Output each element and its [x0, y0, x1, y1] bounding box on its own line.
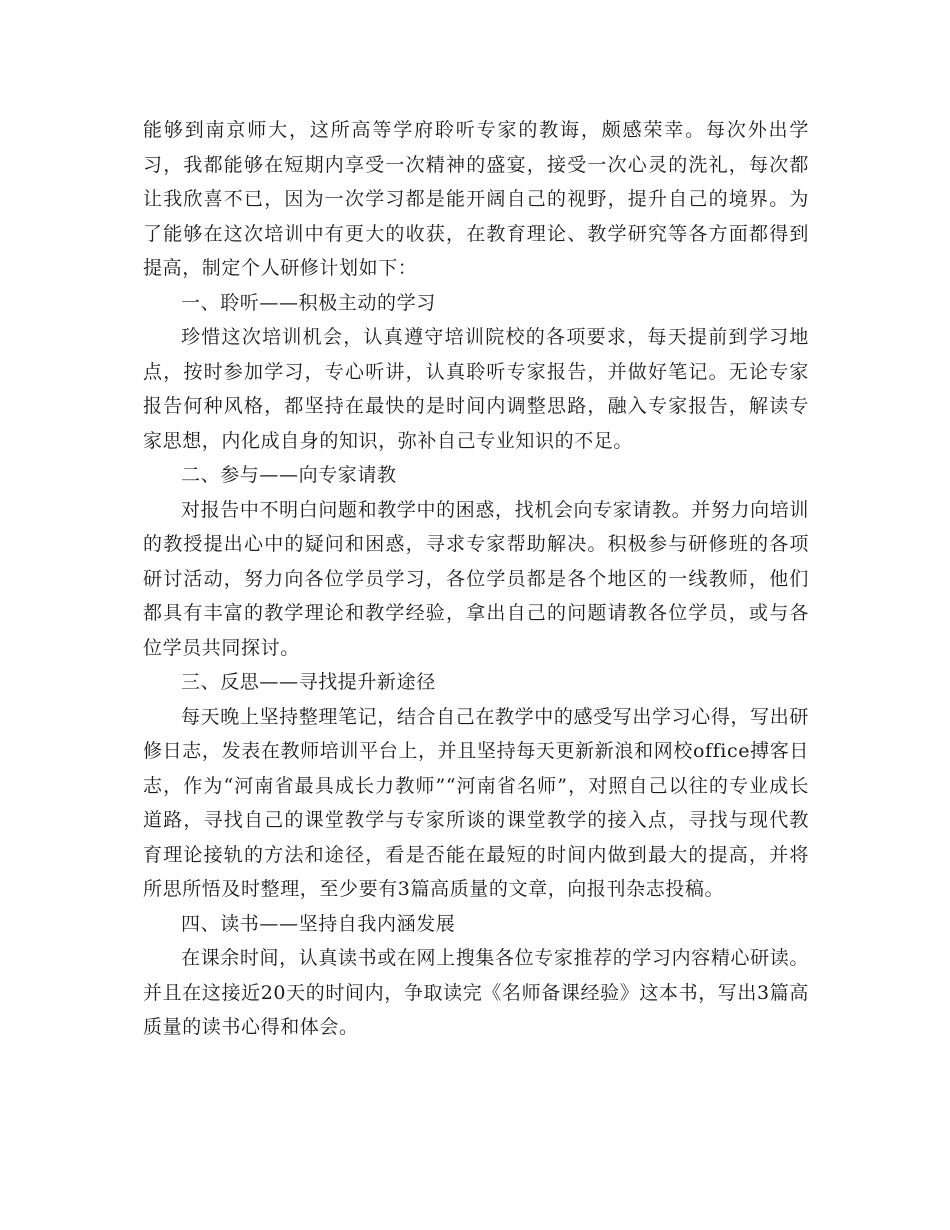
section-body-participate: 对报告中不明白问题和教学中的困惑，找机会向专家请教。并努力向培训的教授提出心中的疑问和困惑，寻求专家帮助解决。积极参与研修班的各项研讨活动，努力向各位学员学习，各位学员都是各个地区的一线教师，他们都具有丰富的教学理论和教学经验，拿出自己的问题请教各位学员，或与各位学员共同探讨。 — [143, 498, 809, 659]
intro-paragraph: 能够到南京师大，这所高等学府聆听专家的教诲，颇感荣幸。每次外出学习，我都能够在短期内享受一次精神的盛宴，接受一次心灵的洗礼，每次都让我欣喜不已，因为一次学习都是能开阔自己的视野，提升自己的境界。为了能够在这次培训中有更大的收获，在教育理论、教学研究等各方面都得到提高，制定个人研修计划如下： — [143, 119, 809, 279]
section-body-read: 在课余时间，认真读书或在网上搜集各位专家推荐的学习内容精心研读。并且在这接近20天的时间内，争取读完《名师备课经验》这本书，写出3篇高质量的读书心得和体会。 — [143, 947, 809, 1038]
section-heading-listen: 一、聆听——积极主动的学习 — [181, 291, 436, 314]
section-body-reflect: 每天晚上坚持整理笔记，结合自己在教学中的感受写出学习心得，写出研修日志，发表在教师培训平台上，并且坚持每天更新新浪和网校office搏客日志，作为“河南省最具成长力教师”“河南省名师”，对照自己以往的专业成长道路，寻找自己的课堂教学与专家所谈的课堂教学的接入点，寻找与现代教育理论接轨的方法和途径，看是否能在最短的时间内做到最大的提高，并将所思所悟及时整理，至少要有3篇高质量的文章，向报刊杂志投稿。 — [143, 705, 809, 900]
section-heading-read: 四、读书——坚持自我内涵发展 — [181, 912, 456, 935]
section-body-listen: 珍惜这次培训机会，认真遵守培训院校的各项要求，每天提前到学习地点，按时参加学习，专心听讲，认真聆听专家报告，并做好笔记。无论专家报告何种风格，都坚持在最快的是时间内调整思路，融入专家报告，解读专家思想，内化成自身的知识，弥补自己专业知识的不足。 — [143, 326, 809, 452]
section-heading-reflect: 三、反思——寻找提升新途径 — [181, 671, 436, 693]
document-body — [143, 113, 809, 1045]
section-heading-participate: 二、参与——向专家请教 — [181, 464, 397, 486]
